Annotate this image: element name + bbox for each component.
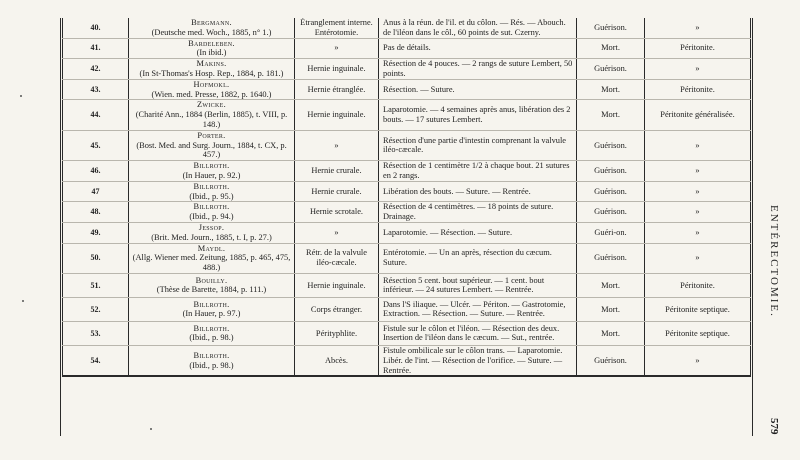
outcome-cell: [577, 100, 645, 130]
outcome-text: Mort.: [601, 84, 620, 94]
case-number-cell: [63, 59, 129, 80]
outcome-text: Mort.: [601, 304, 620, 314]
case-number-cell: [63, 273, 129, 297]
source-cell: [129, 273, 295, 297]
case-number-cell: [63, 345, 129, 376]
outcome-cell: [577, 181, 645, 202]
source-cell: [129, 243, 295, 273]
indication-cell: [295, 202, 379, 223]
indication-cell: [295, 161, 379, 182]
outcome-text: Mort.: [601, 328, 620, 338]
source-cell: [129, 59, 295, 80]
indication-cell: [295, 345, 379, 376]
operation-text: Fistule sur le côlon et l'iléon. — Résection des deux. Insertion de l'iléon dans le cæcum. — Sut., rentrée.: [383, 323, 560, 343]
outcome-cell: [577, 18, 645, 38]
indication-text: Hernie étranglée.: [307, 84, 366, 94]
indication-text: Hernie inguinale.: [307, 64, 366, 74]
source-reference: (In ibid.): [196, 48, 227, 58]
outcome-cell: [577, 202, 645, 223]
source-reference: (Ibid., p. 98.): [189, 360, 234, 370]
outcome-cell: [577, 273, 645, 297]
cause-of-death-text: »: [695, 64, 700, 74]
surgeon-name: Zwicke.: [197, 100, 226, 110]
source-cell: [129, 38, 295, 59]
case-number: 51.: [90, 280, 101, 290]
case-number: 45.: [90, 140, 101, 150]
cause-of-death-cell: [645, 161, 751, 182]
case-number-cell: [63, 202, 129, 223]
indication-text: Hernie inguinale.: [307, 110, 366, 120]
operation-text: Entérotomie. — Un an après, résection du cæcum. Suture.: [383, 248, 552, 268]
case-number: 47: [91, 186, 100, 196]
cause-of-death-text: »: [695, 253, 700, 263]
cause-of-death-text: Péritonite septique.: [665, 328, 730, 338]
cause-of-death-cell: [645, 243, 751, 273]
cause-of-death-cell: [645, 222, 751, 243]
source-cell: [129, 202, 295, 223]
indication-text: Étranglement interne. Entérotomie.: [300, 18, 373, 37]
case-number: 50.: [90, 253, 101, 263]
operation-cell: [379, 38, 577, 59]
cause-of-death-cell: [645, 297, 751, 321]
indication-text: Hernie crurale.: [311, 166, 362, 176]
table-row: [63, 273, 751, 297]
table-row: [63, 181, 751, 202]
source-reference: (Ibid., p. 98.): [189, 333, 234, 343]
surgeon-name: Jessop.: [198, 222, 225, 232]
operation-text: Résection. — Suture.: [383, 84, 455, 94]
surgeon-name: Makins.: [196, 59, 227, 69]
outcome-text: Guérison.: [594, 186, 627, 196]
case-number-cell: [63, 297, 129, 321]
source-cell: [129, 161, 295, 182]
operation-cell: [379, 321, 577, 345]
outcome-cell: [577, 38, 645, 59]
outcome-text: Guérison.: [594, 22, 627, 32]
cause-of-death-text: »: [695, 227, 700, 237]
operation-text: Pas de détails.: [383, 43, 431, 53]
operation-cell: [379, 273, 577, 297]
source-cell: [129, 297, 295, 321]
table-row: [63, 38, 751, 59]
indication-text: Hernie crurale.: [311, 186, 362, 196]
outcome-text: Guéri-on.: [594, 227, 627, 237]
table-outer-rule-right: [752, 18, 753, 436]
table-row: [63, 100, 751, 130]
source-cell: [129, 181, 295, 202]
source-cell: [129, 130, 295, 160]
case-number-cell: [63, 100, 129, 130]
indication-cell: [295, 321, 379, 345]
table-row: [63, 59, 751, 80]
case-number: 54.: [90, 355, 101, 365]
case-number-cell: [63, 243, 129, 273]
surgeon-name: Bouilly.: [195, 275, 228, 285]
operation-cell: [379, 297, 577, 321]
operation-cell: [379, 130, 577, 160]
margin-speck: [20, 95, 22, 97]
cause-of-death-cell: [645, 345, 751, 376]
outcome-cell: [577, 79, 645, 100]
cause-of-death-cell: [645, 100, 751, 130]
margin-speck: [150, 428, 152, 430]
cause-of-death-text: »: [695, 166, 700, 176]
indication-text: Corps étranger.: [310, 304, 363, 314]
cause-of-death-cell: [645, 321, 751, 345]
table-row: [63, 161, 751, 182]
operation-text: Anus à la réun. de l'il. et du côlon. — Rés. — Abouch. de l'iléon dans le côl., 60 points de sut. Czerny.: [383, 18, 566, 37]
cause-of-death-text: Péritonite généralisée.: [660, 110, 735, 120]
cause-of-death-text: Péritonite.: [680, 43, 715, 53]
source-cell: [129, 79, 295, 100]
source-reference: (Ibid., p. 95.): [189, 191, 234, 201]
outcome-cell: [577, 59, 645, 80]
case-number-cell: [63, 38, 129, 59]
operation-text: Libération des bouts. — Suture. — Rentrée.: [383, 186, 531, 196]
table-row: [63, 222, 751, 243]
source-cell: [129, 345, 295, 376]
outcome-text: Mort.: [601, 280, 620, 290]
operation-text: Laparotomie. — 4 semaines après anus, libération des 2 bouts. — 17 sutures Lembert.: [383, 105, 571, 125]
table-row: [63, 202, 751, 223]
outcome-cell: [577, 222, 645, 243]
indication-text: Hernie inguinale.: [307, 280, 366, 290]
table-row: [63, 79, 751, 100]
case-number: 41.: [90, 43, 101, 53]
outcome-cell: [577, 297, 645, 321]
cause-of-death-cell: [645, 273, 751, 297]
outcome-text: Mort.: [601, 43, 620, 53]
case-number-cell: [63, 79, 129, 100]
source-reference: (Ibid., p. 94.): [189, 212, 234, 222]
operation-text: Résection d'une partie d'intestin comprenant la valvule iléo-cæcale.: [383, 135, 567, 155]
cause-of-death-cell: [645, 18, 751, 38]
indication-cell: [295, 100, 379, 130]
indication-text: »: [334, 140, 339, 150]
case-number: 53.: [90, 328, 101, 338]
operation-text: Résection de 4 pouces. — 2 rangs de suture Lembert, 50 points.: [383, 59, 573, 78]
cause-of-death-cell: [645, 38, 751, 59]
source-reference: (Bost. Med. and Surg. Journ., 1884, t. CX, p. 457.): [136, 140, 287, 160]
outcome-text: Guérison.: [594, 166, 627, 176]
outcome-text: Guérison.: [594, 140, 627, 150]
source-reference: (In St-Thomas's Hosp. Rep., 1884, p. 181.): [139, 68, 284, 78]
cause-of-death-text: »: [695, 355, 700, 365]
case-number: 52.: [90, 304, 101, 314]
operation-text: Dans l'S iliaque. — Ulcér. — Périton. — Gastrotomie, Extraction. — Résection. — Suture. — Rentrée.: [383, 299, 566, 319]
page-number: 579: [768, 418, 780, 435]
outcome-text: Guérison.: [594, 253, 627, 263]
case-number: 40.: [90, 22, 101, 32]
table-row: [63, 18, 751, 38]
outcome-cell: [577, 130, 645, 160]
outcome-text: Mort.: [601, 110, 620, 120]
cause-of-death-cell: [645, 202, 751, 223]
operation-text: Fistule ombilicale sur le côlon trans. — Laparotomie. Libér. de l'int. — Résection de l'orifice. — Suture. — Rentrée.: [383, 345, 563, 375]
outcome-cell: [577, 321, 645, 345]
indication-text: »: [334, 227, 339, 237]
operation-cell: [379, 345, 577, 376]
operation-cell: [379, 79, 577, 100]
cause-of-death-cell: [645, 59, 751, 80]
table-row: [63, 243, 751, 273]
case-number: 44.: [90, 110, 101, 120]
outcome-cell: [577, 345, 645, 376]
case-number-cell: [63, 130, 129, 160]
case-number-cell: [63, 321, 129, 345]
outcome-cell: [577, 243, 645, 273]
indication-cell: [295, 130, 379, 160]
operation-cell: [379, 222, 577, 243]
cause-of-death-text: »: [695, 207, 700, 217]
case-number-cell: [63, 161, 129, 182]
indication-cell: [295, 243, 379, 273]
source-cell: [129, 222, 295, 243]
source-reference: (Deutsche med. Woch., 1885, n° 1.): [151, 27, 272, 37]
surgeon-name: Billroth.: [193, 181, 230, 191]
source-reference: (In Hauer, p. 97.): [182, 309, 241, 319]
outcome-text: Guérison.: [594, 207, 627, 217]
surgeon-name: Billroth.: [193, 299, 230, 309]
surgeon-name: Porter.: [197, 130, 226, 140]
operation-cell: [379, 202, 577, 223]
source-reference: (Allg. Wiener med. Zeitung, 1885, p. 465, 475, 488.): [132, 253, 291, 273]
operation-text: Résection de 4 centimètres. — 18 points de suture. Drainage.: [383, 202, 554, 222]
indication-cell: [295, 181, 379, 202]
surgeon-name: Billroth.: [193, 161, 230, 171]
surgeon-name: Maydl.: [197, 243, 226, 253]
source-reference: (In Hauer, p. 92.): [182, 170, 241, 180]
case-number-cell: [63, 18, 129, 38]
indication-cell: [295, 273, 379, 297]
table-row: [63, 321, 751, 345]
indication-text: Pérityphlite.: [315, 328, 358, 338]
outcome-text: Guérison.: [594, 355, 627, 365]
case-number: 43.: [90, 84, 101, 94]
operation-cell: [379, 100, 577, 130]
cause-of-death-text: Péritonite septique.: [665, 304, 730, 314]
cause-of-death-text: Péritonite.: [680, 280, 715, 290]
indication-cell: [295, 18, 379, 38]
operation-text: Résection 5 cent. bout supérieur. — 1 cent. bout inférieur. — 24 sutures Lembert. — Rentrée.: [383, 275, 545, 295]
cause-of-death-text: »: [695, 22, 700, 32]
indication-text: Rétr. de la valvule iléo-cæcale.: [306, 248, 367, 268]
indication-cell: [295, 79, 379, 100]
source-reference: (Brit. Med. Journ., 1885, t. I, p. 27.): [151, 232, 272, 242]
cause-of-death-cell: [645, 181, 751, 202]
source-cell: [129, 100, 295, 130]
case-number: 48.: [90, 207, 101, 217]
table-row: [63, 345, 751, 376]
operation-cell: [379, 181, 577, 202]
indication-cell: [295, 38, 379, 59]
source-reference: (Thèse de Barette, 1884, p. 111.): [156, 285, 267, 295]
source-reference: (Charité Ann., 1884 (Berlin, 1885), t. VIII, p. 148.): [135, 110, 288, 129]
surgeon-name: Billroth.: [193, 323, 230, 333]
case-number: 42.: [90, 64, 101, 74]
indication-cell: [295, 222, 379, 243]
indication-cell: [295, 59, 379, 80]
surgeon-name: Billroth.: [193, 350, 230, 360]
source-reference: (Wien. med. Presse, 1882, p. 1640.): [151, 89, 272, 99]
case-number-cell: [63, 181, 129, 202]
margin-speck: [22, 300, 24, 302]
table-row: [63, 297, 751, 321]
table-outer-rule-left: [60, 18, 61, 436]
case-table: [62, 18, 751, 377]
surgeon-name: Hofmokl.: [193, 79, 230, 89]
cause-of-death-text: »: [695, 140, 700, 150]
indication-cell: [295, 297, 379, 321]
source-cell: [129, 18, 295, 38]
operation-cell: [379, 243, 577, 273]
cause-of-death-cell: [645, 79, 751, 100]
case-table-body: [63, 18, 751, 376]
table-row: [63, 130, 751, 160]
operation-text: Résection de 1 centimètre 1/2 à chaque bout. 21 sutures en 2 rangs.: [383, 161, 570, 180]
outcome-cell: [577, 161, 645, 182]
cause-of-death-text: »: [695, 186, 700, 196]
indication-text: Abcès.: [324, 355, 349, 365]
outcome-text: Guérison.: [594, 64, 627, 74]
surgeon-name: Bergmann.: [191, 18, 232, 27]
case-number: 49.: [90, 227, 101, 237]
case-number-cell: [63, 222, 129, 243]
surgeon-name: Bardeleben.: [188, 38, 235, 48]
indication-text: Hernie scrotale.: [309, 207, 363, 217]
operation-cell: [379, 161, 577, 182]
cause-of-death-text: Péritonite.: [680, 84, 715, 94]
operation-text: Laparotomie. — Résection. — Suture.: [383, 227, 513, 237]
running-head: ENTÉRECTOMIE.: [768, 205, 780, 318]
source-cell: [129, 321, 295, 345]
operation-cell: [379, 59, 577, 80]
operation-cell: [379, 18, 577, 38]
surgeon-name: Billroth.: [193, 202, 230, 212]
cause-of-death-cell: [645, 130, 751, 160]
case-number: 46.: [90, 166, 101, 176]
indication-text: »: [334, 43, 339, 53]
